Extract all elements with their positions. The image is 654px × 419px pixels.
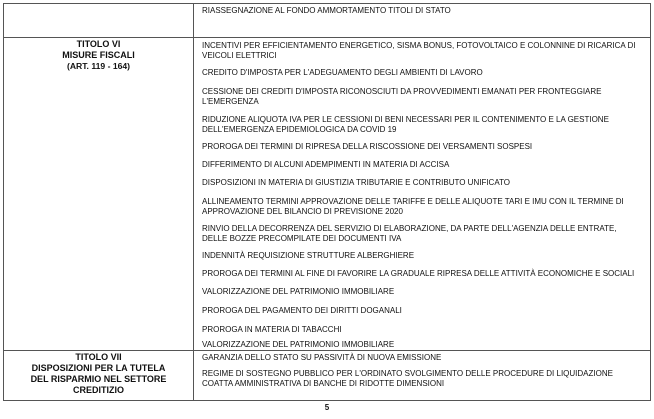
title-cell-empty — [4, 4, 194, 38]
list-item: REGIME DI SOSTEGNO PUBBLICO PER L'ORDINATO SVOLGIMENTO DELLE PROCEDURE DI LIQUIDAZIONE COATTA AMMINISTRATIVA DI BANCHE DI RIDOTTE DIMENSIONI — [202, 369, 613, 388]
list-item: DIFFERIMENTO DI ALCUNI ADEMPIMENTI IN MATERIA DI ACCISA — [202, 160, 450, 169]
list-item: RINVIO DELLA DECORRENZA DEL SERVIZIO DI ELABORAZIONE, DA PARTE DELL'AGENZIA DELLE ENTRATE, DELLE BOZZE PRECOMPILATE DEI DOCUMENTI IVA — [202, 224, 617, 243]
title-cell-titolo-vi — [4, 38, 194, 351]
list-item: ALLINEAMENTO TERMINI APPROVAZIONE DELLE TARIFFE E DELLE ALIQUOTE TARI E IMU CON IL TERMINE DI APPROVAZIONE DEL BILANCIO DI PREVISIONE 2020 — [202, 197, 624, 216]
page-number: 5 — [324, 403, 330, 412]
list-item: VALORIZZAZIONE DEL PATRIMONIO IMMOBILIARE — [202, 287, 395, 296]
title-number: TITOLO VI — [76, 39, 121, 49]
table-row — [4, 38, 651, 351]
list-item: CREDITO D'IMPOSTA PER L'ADEGUAMENTO DEGLI AMBIENTI DI LAVORO — [202, 68, 483, 77]
title-name: DEL RISPARMIO NEL SETTORE — [30, 374, 167, 384]
list-item: PROROGA DEI TERMINI DI RIPRESA DELLA RISCOSSIONE DEI VERSAMENTI SOSPESI — [202, 142, 533, 151]
title-cell-titolo-vii — [4, 351, 194, 401]
list-item: GARANZIA DELLO STATO SU PASSIVITÀ DI NUOVA EMISSIONE — [202, 353, 442, 362]
items-cell — [194, 351, 651, 401]
list-item: PROROGA DEL PAGAMENTO DEI DIRITTI DOGANALI — [202, 306, 402, 315]
title-name: MISURE FISCALI — [62, 50, 135, 60]
list-item: INCENTIVI PER EFFICIENTAMENTO ENERGETICO, SISMA BONUS, FOTOVOLTAICO E COLONNINE DI RICARICA DI VEICOLI ELETTRICI — [202, 41, 636, 60]
list-item: PROROGA DEI TERMINI AL FINE DI FAVORIRE LA GRADUALE RIPRESA DELLE ATTIVITÀ ECONOMICHE E SOCIALI — [202, 269, 635, 278]
list-item: CESSIONE DEI CREDITI D'IMPOSTA RICONOSCIUTI DA PROVVEDIMENTI EMANATI PER FRONTEGGIARE L'EMERGENZA — [202, 87, 602, 106]
list-item: DISPOSIZIONI IN MATERIA DI GIUSTIZIA TRIBUTARIE E CONTRIBUTO UNIFICATO — [202, 178, 511, 187]
items-cell — [194, 4, 651, 38]
table-row — [4, 351, 651, 401]
title-name: CREDITIZIO — [73, 385, 124, 395]
list-item: RIASSEGNAZIONE AL FONDO AMMORTAMENTO TITOLI DI STATO — [202, 6, 451, 15]
list-item: INDENNITÀ REQUISIZIONE STRUTTURE ALBERGHIERE — [202, 251, 415, 260]
list-item: PROROGA IN MATERIA DI TABACCHI — [202, 325, 342, 334]
table-row — [4, 4, 651, 38]
title-number: TITOLO VII — [75, 352, 122, 362]
title-articles: (ART. 119 - 164) — [66, 61, 131, 71]
list-item: VALORIZZAZIONE DEL PATRIMONIO IMMOBILIARE — [202, 340, 395, 349]
list-item: RIDUZIONE ALIQUOTA IVA PER LE CESSIONI DI BENI NECESSARI PER IL CONTENIMENTO E LA GESTIONE DELL'EMERGENZA EPIDEMIOLOGICA DA COVID 19 — [202, 115, 609, 134]
index-table — [3, 3, 651, 401]
title-name: DISPOSIZIONI PER LA TUTELA — [31, 363, 166, 373]
items-cell — [194, 38, 651, 351]
